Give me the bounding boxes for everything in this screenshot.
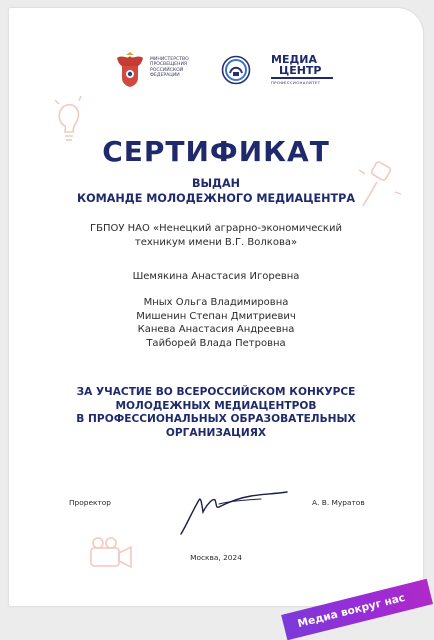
issued-label: ВЫДАН [191, 177, 241, 190]
award-statement: ЗА УЧАСТИЕ ВО ВСЕРОССИЙСКОМ КОНКУРСЕ МОЛОДЕЖНЫХ МЕДИАЦЕНТРОВ В ПРОФЕССИОНАЛЬНЫХ ОБРАЗОВАТЕЛЬНЫХ ОРГАНИЗАЦИЯХ [76, 386, 356, 439]
mediacenter-logo: МЕДИА ЦЕНТР ПРОФЕССИОНАЛИТЕТ [271, 54, 351, 85]
certificate-sheet [9, 8, 423, 631]
team-member: Мных Ольга Владимировна [143, 297, 289, 308]
ministry-emblem-icon [113, 52, 147, 88]
team-member: Канева Анастасия Андреевна [137, 324, 295, 335]
team-leader-name: Шемякина Анастасия Игоревна [132, 271, 300, 282]
issued-recipient: КОМАНДЕ МОЛОДЕЖНОГО МЕДИАЦЕНТРА [76, 192, 356, 205]
issued-block [9, 176, 423, 206]
logo-row [9, 52, 423, 92]
team-member: Мишенин Степан Дмитриевич [136, 310, 296, 322]
team-members-list [9, 296, 423, 350]
slogan-ribbon: Медиа вокруг нас [281, 579, 433, 640]
organization-name: ГБПОУ НАО «Ненецкий аграрно-экономический техникум имени В.Г. Волкова» [90, 223, 342, 248]
signature-mark [169, 484, 299, 540]
place-and-date: Москва, 2024 [190, 553, 242, 562]
professionalitet-emblem-icon [221, 55, 251, 85]
ministry-logo-text: МИНИСТЕРСТВО ПРОСВЕЩЕНИЯ РОССИЙСКОЙ ФЕДЕРАЦИИ [150, 57, 189, 79]
signatory-name: А. В. Муратов [312, 498, 365, 507]
signatory-role: Проректор [69, 498, 111, 507]
team-member: Тайборей Влада Петровна [146, 337, 286, 349]
certificate-title: СЕРТИФИКАТ [102, 135, 330, 168]
